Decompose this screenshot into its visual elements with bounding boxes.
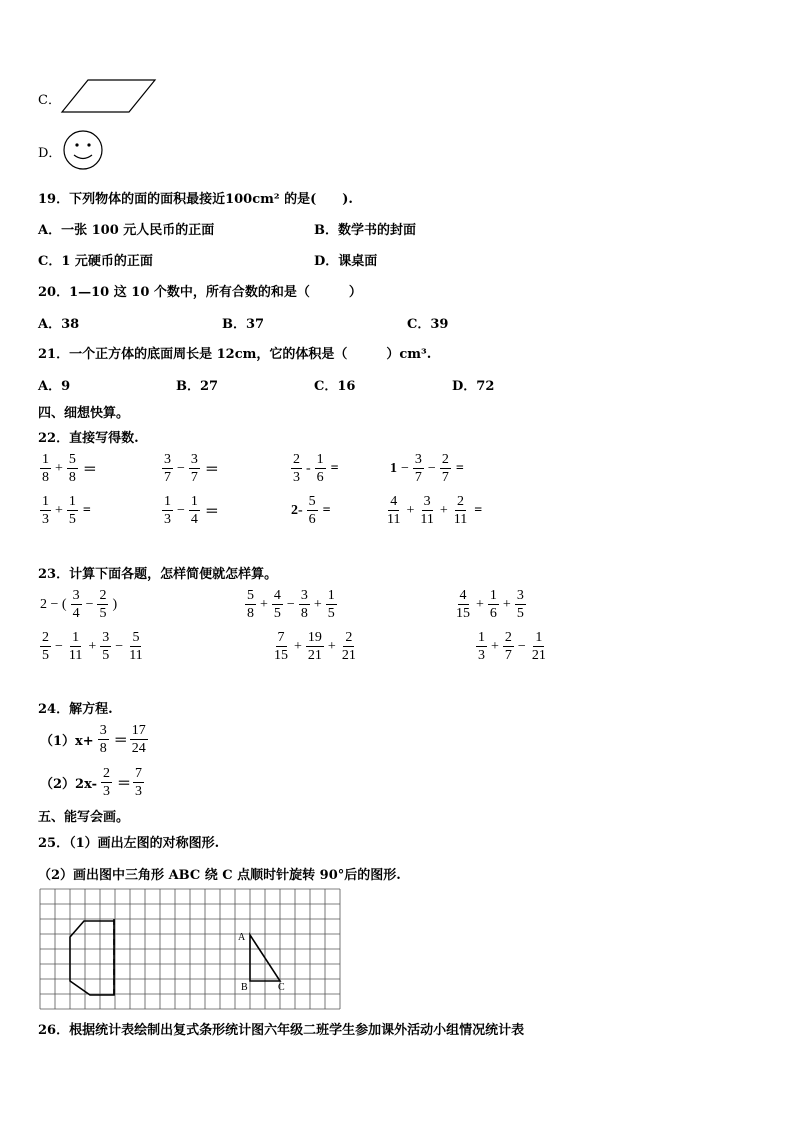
question-20-option-c: C．39	[407, 317, 449, 332]
q23-expr-2: $\frac{5}{8}$ + $\frac{4}{5}$ − $\frac{3}{8}$ + $\frac{1}{5}$	[247, 588, 335, 621]
question-20-stem: 20．1—10 这 10 个数中，所有合数的和是（ ）	[38, 285, 362, 300]
option-c-label: C．	[38, 93, 61, 108]
label-b: B	[241, 982, 248, 993]
q23-expr-5: $\frac{7}{15}$ + $\frac{19}{21}$ + $\frac{2}{21}$	[274, 630, 356, 663]
grid-figure	[40, 889, 342, 1011]
q22-expr-r2c1: $\frac{1}{3}$ + $\frac{1}{5}$ =	[42, 494, 91, 527]
q23-expr-4: $\frac{2}{5}$ − $\frac{1}{11}$ + $\frac{3}{5}$ − $\frac{5}{11}$	[42, 630, 143, 663]
question-25-stem-1: 25．（1）画出左图的对称图形.	[38, 836, 220, 851]
question-22-stem: 22．直接写得数.	[38, 431, 139, 446]
question-19-option-b: B．数学书的封面	[314, 223, 416, 238]
q22-expr-r1c4: 1 − $\frac{3}{7}$ − $\frac{2}{7}$ =	[390, 452, 464, 485]
question-19-option-a: A．一张 100 元人民币的正面	[38, 223, 215, 238]
question-20-option-b: B．37	[222, 317, 265, 332]
q22-expr-r1c2: $\frac{3}{7}$ − $\frac{3}{7}$ ＝	[164, 452, 219, 485]
question-24-stem: 24．解方程.	[38, 702, 113, 717]
question-25-stem-2: （2）画出图中三角形 ABC 绕 C 点顺时针旋转 90°后的图形.	[38, 868, 401, 883]
option-d-label: D．	[38, 146, 62, 161]
question-19-stem: 19．下列物体的面的面积最接近100cm² 的是( ).	[38, 192, 353, 207]
question-19-option-c: C．1 元硬币的正面	[38, 254, 153, 269]
q22-expr-r2c2: $\frac{1}{3}$ − $\frac{1}{4}$ ＝	[164, 494, 219, 527]
question-26-stem: 26．根据统计表绘制出复式条形统计图六年级二班学生参加课外活动小组情况统计表	[38, 1023, 525, 1038]
q22-expr-r2c3: 2- $\frac{5}{6}$ =	[291, 494, 331, 527]
label-a: A	[238, 932, 246, 943]
q24-equation-2: （2）2x- $\frac{2}{3}$ ＝ $\frac{7}{3}$	[40, 766, 143, 799]
label-c: C	[278, 982, 285, 993]
section-4-heading: 四、细想快算。	[38, 406, 130, 421]
q23-expr-6: $\frac{1}{3}$ + $\frac{2}{7}$ − $\frac{1}{21}$	[478, 630, 546, 663]
question-21-option-c: C．16	[314, 379, 356, 394]
q22-expr-r2c4: $\frac{4}{11}$ + $\frac{3}{11}$ + $\frac{2}{11}$ =	[387, 494, 483, 527]
question-21-option-b: B．27	[176, 379, 219, 394]
left-shape	[70, 921, 114, 995]
question-21-stem: 21．一个正方体的底面周长是 12cm，它的体积是（ ）cm³.	[38, 347, 432, 362]
parallelogram-figure	[62, 78, 162, 118]
question-23-stem: 23．计算下面各题，怎样简便就怎样算。	[38, 567, 278, 582]
q23-expr-1: 2 − ( $\frac{3}{4}$ − $\frac{2}{5}$ )	[40, 588, 118, 621]
question-21-option-a: A．9	[38, 379, 71, 394]
question-21-option-d: D．72	[452, 379, 495, 394]
q22-expr-r1c1: $\frac{1}{8}$ + $\frac{5}{8}$ ＝	[42, 452, 97, 485]
section-5-heading: 五、能写会画。	[38, 810, 130, 825]
q24-equation-1: （1）x+ $\frac{3}{8}$ ＝ $\frac{17}{24}$	[40, 723, 146, 756]
question-20-option-a: A．38	[38, 317, 80, 332]
question-19-option-d: D．课桌面	[314, 254, 378, 269]
q22-expr-r1c3: $\frac{2}{3}$ - $\frac{1}{6}$ =	[293, 452, 339, 485]
q23-expr-3: $\frac{4}{15}$ + $\frac{1}{6}$ + $\frac{3}{5}$	[456, 588, 524, 621]
smiley-face-figure	[63, 130, 107, 174]
